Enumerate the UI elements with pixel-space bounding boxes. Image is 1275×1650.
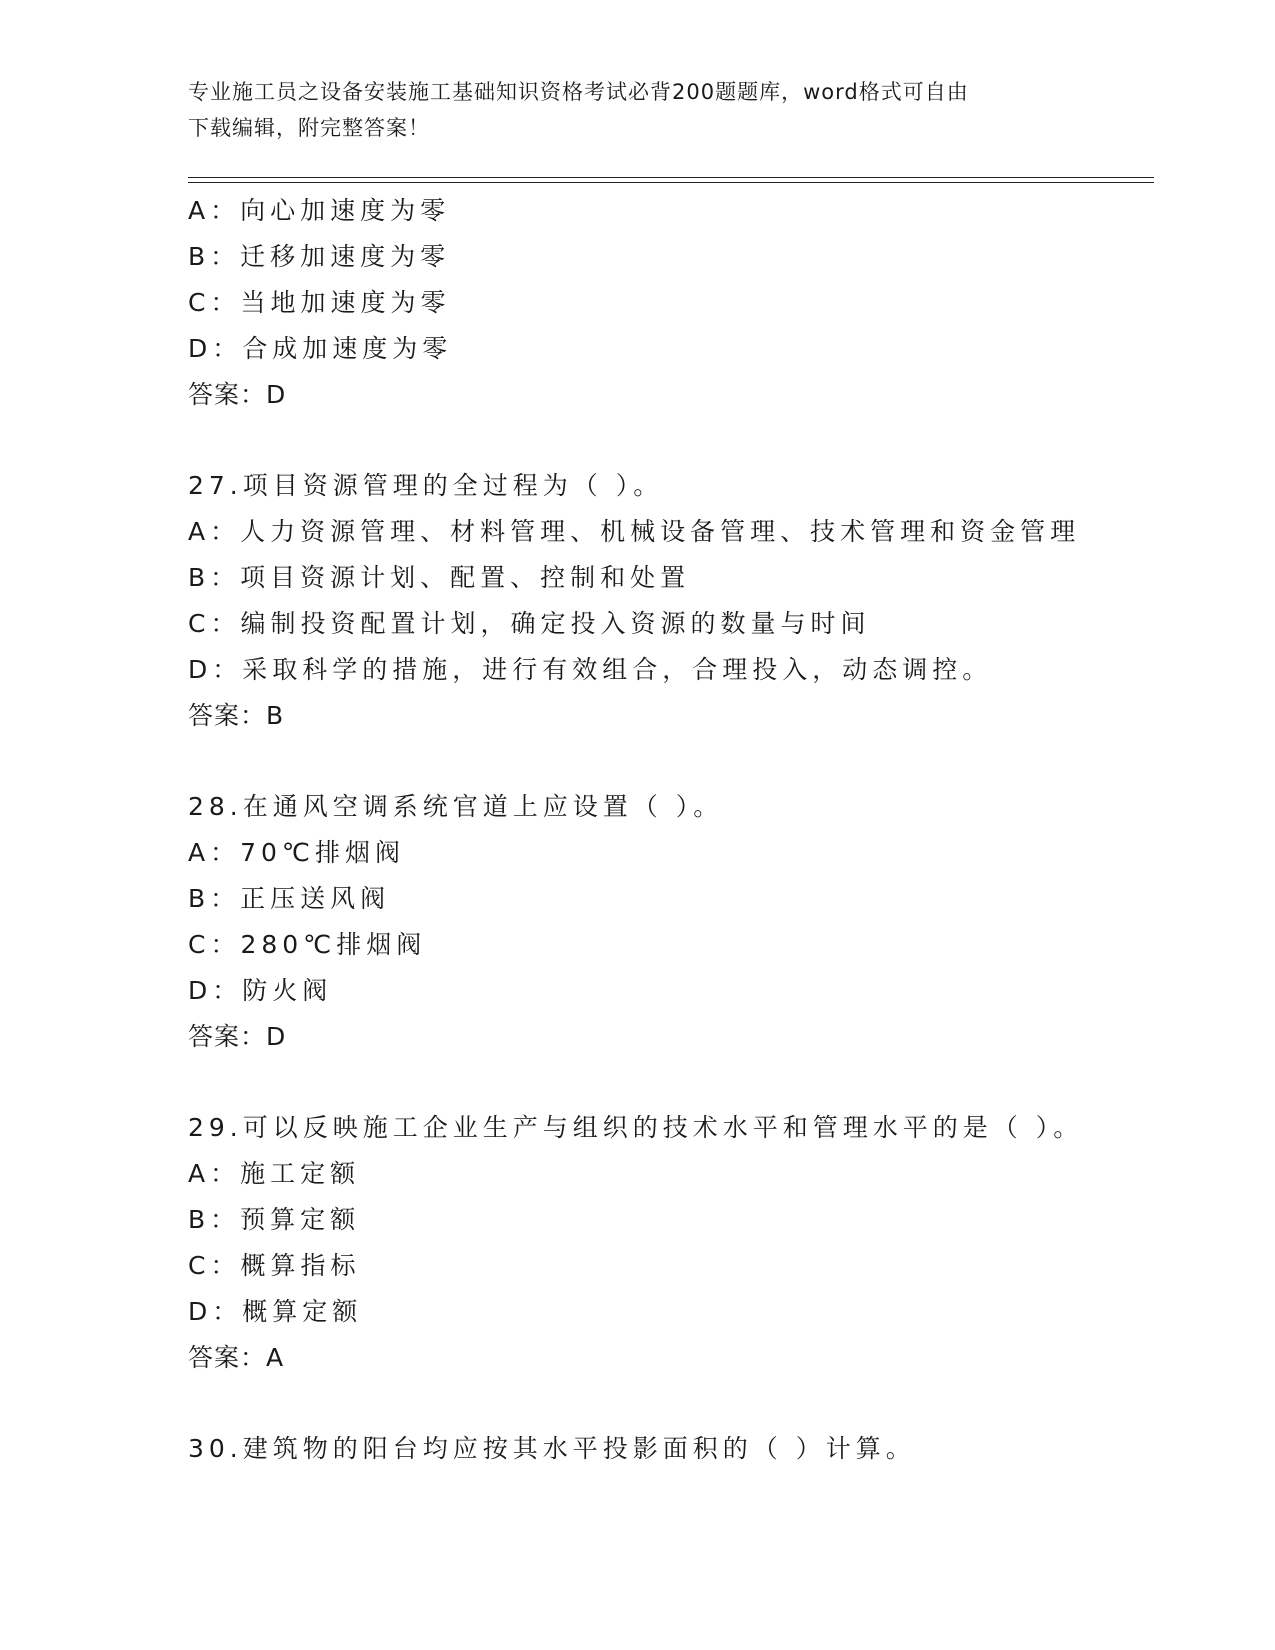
question-stem: 27.项目资源管理的全过程为（ ）。 — [188, 471, 664, 500]
answer-line: 答案：B — [188, 701, 285, 730]
document-header — [188, 74, 1068, 146]
header-rule-top — [188, 177, 1154, 178]
option-c: C：当地加速度为零 — [188, 288, 451, 317]
question-list — [188, 188, 1148, 1472]
option-c: C：概算指标 — [188, 1251, 361, 1280]
option-b: B：项目资源计划、配置、控制和处置 — [188, 563, 691, 592]
option-b: B：迁移加速度为零 — [188, 242, 451, 271]
header-line-2: 下载编辑，附完整答案！ — [188, 116, 430, 140]
question-block-30 — [188, 1426, 1148, 1472]
question-stem: 29.可以反映施工企业生产与组织的技术水平和管理水平的是（ ）。 — [188, 1113, 1084, 1142]
question-block-26 — [188, 188, 1148, 418]
question-stem: 30.建筑物的阳台均应按其水平投影面积的（ ）计算。 — [188, 1434, 916, 1463]
option-a: A：向心加速度为零 — [188, 196, 451, 225]
option-a: A：施工定额 — [188, 1159, 361, 1188]
option-d: D：防火阀 — [188, 976, 333, 1005]
answer-line: 答案：D — [188, 380, 287, 409]
question-block-29 — [188, 1105, 1148, 1381]
option-a: A：70℃排烟阀 — [188, 838, 405, 867]
question-stem: 28.在通风空调系统官道上应设置（ ）。 — [188, 792, 724, 821]
option-c: C：编制投资配置计划，确定投入资源的数量与时间 — [188, 609, 871, 638]
option-b: B：正压送风阀 — [188, 884, 391, 913]
option-d: D：采取科学的措施，进行有效组合，合理投入，动态调控。 — [188, 655, 993, 684]
question-block-27 — [188, 463, 1148, 739]
option-d: D：概算定额 — [188, 1297, 363, 1326]
header-rule-bottom — [188, 182, 1154, 183]
header-line-1: 专业施工员之设备安装施工基础知识资格考试必背200题题库，word格式可自由 — [188, 80, 969, 104]
answer-line: 答案：A — [188, 1343, 285, 1372]
option-d: D：合成加速度为零 — [188, 334, 453, 363]
option-a: A：人力资源管理、材料管理、机械设备管理、技术管理和资金管理 — [188, 517, 1081, 546]
question-block-28 — [188, 784, 1148, 1060]
option-b: B：预算定额 — [188, 1205, 361, 1234]
option-c: C：280℃排烟阀 — [188, 930, 427, 959]
answer-line: 答案：D — [188, 1022, 287, 1051]
